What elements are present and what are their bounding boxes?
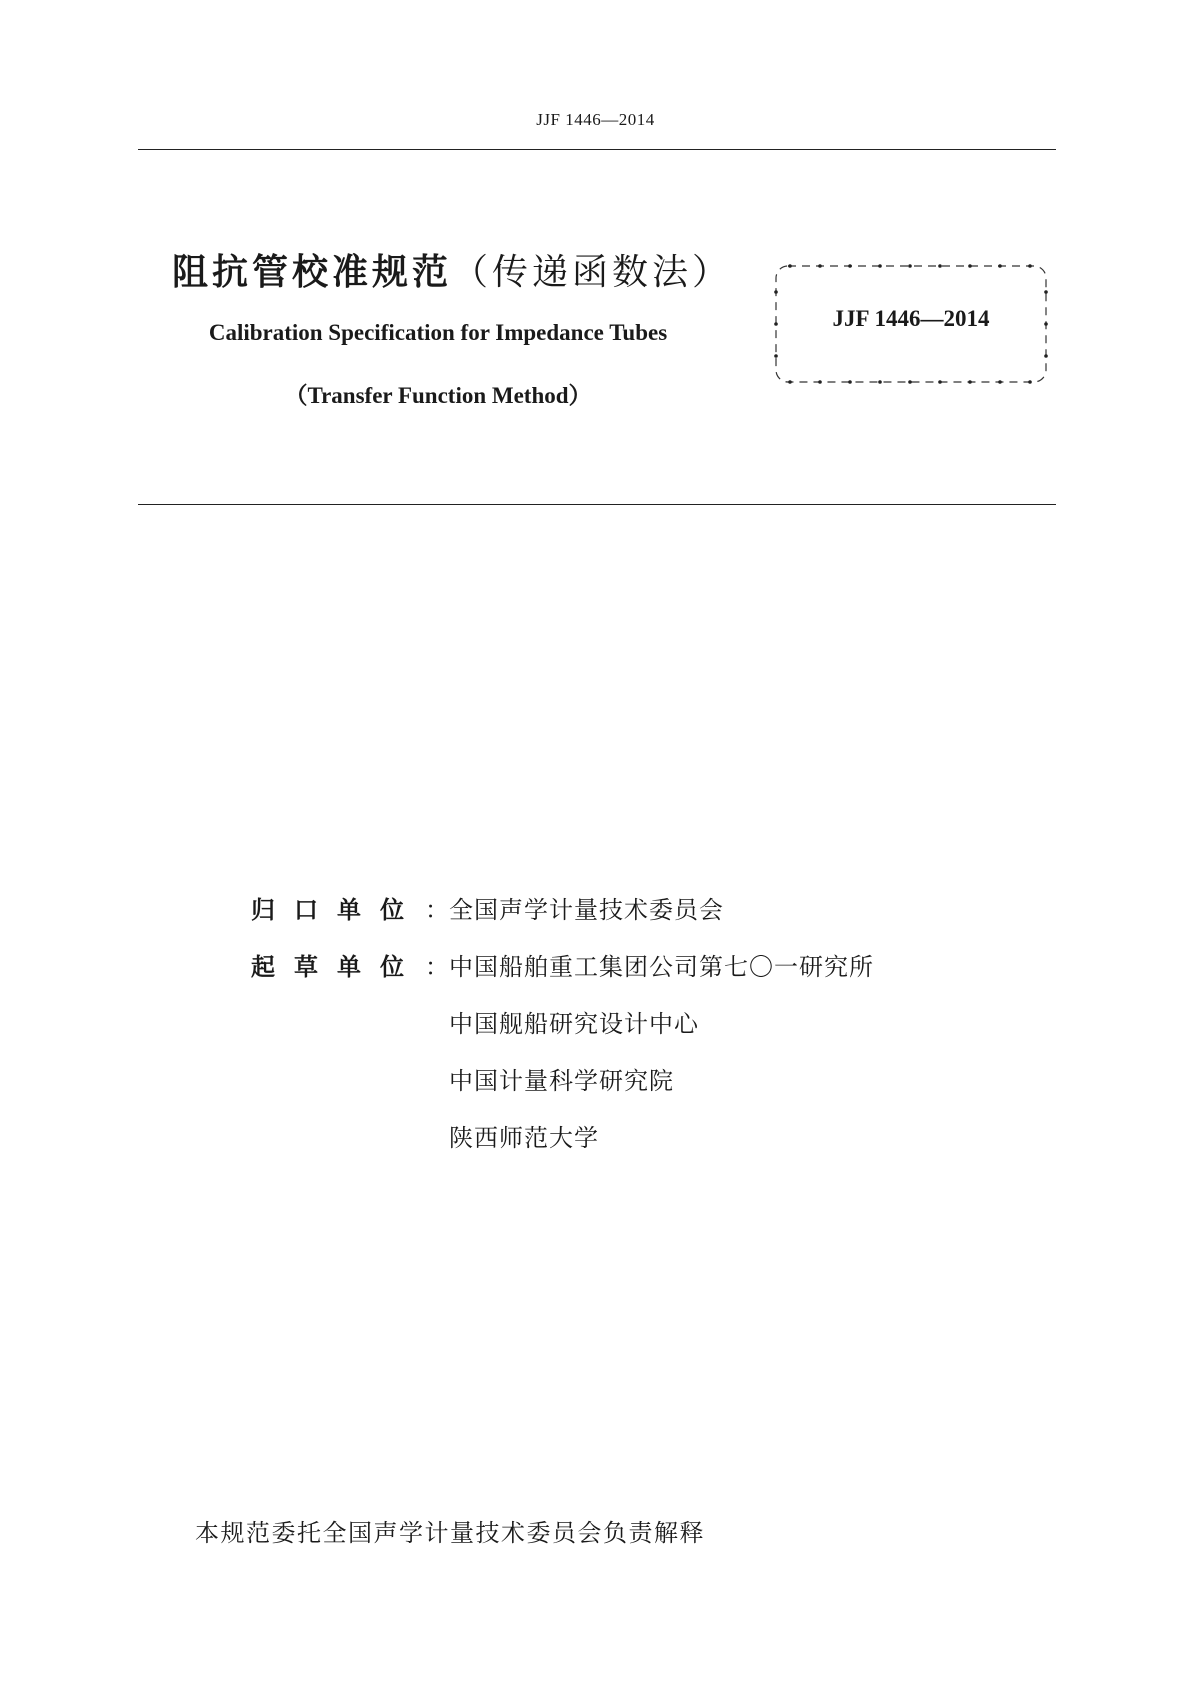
title-cn-main: 阻抗管校准规范 — [172, 252, 453, 293]
standard-code-frame — [772, 262, 1050, 386]
interpretation-note: 本规范委托全国声学计量技术委员会负责解释 — [195, 1519, 705, 1547]
bottom-divider — [138, 504, 1056, 505]
header-standard-code: JJF 1446—2014 — [536, 110, 655, 129]
responsible-unit-label: 归口单位 — [251, 896, 423, 924]
title-cn-parenthetical: （传递函数法） — [452, 252, 733, 293]
drafting-unit-item: 陕西师范大学 — [449, 1124, 599, 1152]
top-divider — [138, 149, 1056, 150]
document-title-english: Calibration Specification for Impedance Tubes — [208, 320, 668, 345]
document-title-english-subtitle: （Transfer Function Method） — [284, 383, 592, 408]
stamp-standard-code: JJF 1446—2014 — [832, 306, 990, 331]
drafting-unit-label: 起草单位 — [251, 953, 423, 981]
drafting-unit-item: 中国船舶重工集团公司第七〇一研究所 — [449, 953, 874, 981]
responsible-unit-colon: ： — [425, 896, 449, 924]
drafting-unit-item: 中国计量科学研究院 — [449, 1067, 674, 1095]
document-title-chinese — [172, 244, 732, 295]
responsible-unit-value: 全国声学计量技术委员会 — [449, 896, 724, 924]
drafting-unit-item: 中国舰船研究设计中心 — [449, 1010, 699, 1038]
drafting-unit-colon: ： — [425, 953, 449, 981]
